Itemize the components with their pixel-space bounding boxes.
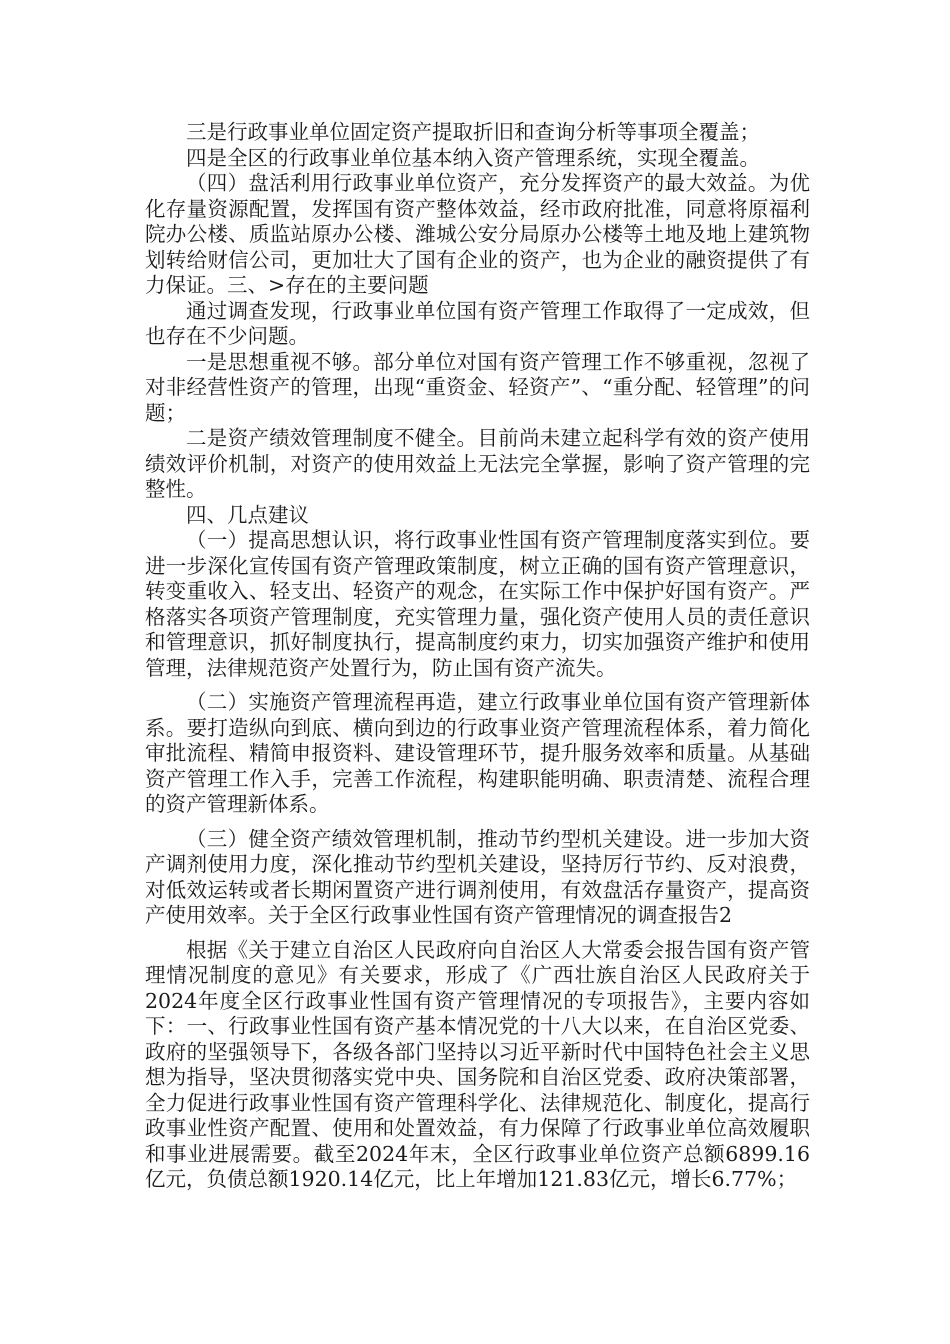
paragraph-suggestion-two: （二）实施资产管理流程再造，建立行政事业单位国有资产管理新体系。要打造纵向到底、横向到边的行政事业资产管理流程体系，着力简化审批流程、精简申报资料、建设管理环节，提升服务效率和质量。从基础资产管理工作入手，完善工作流程，构建职能明确、职责清楚、流程合理的资产管理新体系。: [145, 690, 810, 816]
paragraph-suggestion-one: （一）提高思想认识，将行政事业性国有资产管理制度落实到位。要进一步深化宣传国有资产管理政策制度，树立正确的国有资产管理意识，转变重收入、轻支出、轻资产的观念，在实际工作中保护好国有资产。严格落实各项资产管理制度，充实管理力量，强化资产使用人员的责任意识和管理意识，抓好制度执行，提高制度约束力，切实加强资产维护和使用管理，法律规范资产处置行为，防止国有资产流失。: [145, 528, 810, 680]
section-heading-suggestions: 四、几点建议: [186, 502, 309, 527]
paragraph-suggestion-three: （三）健全资产绩效管理机制，推动节约型机关建设。进一步加大资产调剂使用力度，深化推动节约型机关建设，坚持厉行节约、反对浪费，对低效运转或者长期闲置资产进行调剂使用，有效盘活存量资产，提高资产使用效率。关于全区行政事业性国有资产管理情况的调查报告2: [145, 826, 810, 927]
paragraph-fixed-assets-coverage: 三是行政事业单位固定资产提取折旧和查询分析等事项全覆盖；: [186, 120, 760, 144]
paragraph-survey-findings: 通过调查发现，行政事业单位国有资产管理工作取得了一定成效，但也存在不少问题。: [145, 298, 810, 348]
paragraph-system-coverage: 四是全区的行政事业单位基本纳入资产管理系统，实现全覆盖。: [186, 145, 760, 170]
paragraph-report-two: 根据《关于建立自治区人民政府向自治区人大常委会报告国有资产管理情况制度的意见》有关要求，形成了《广西壮族自治区人民政府关于2024年度全区行政事业性国有资产管理情况的专项报告》，主要内容如下：一、行政事业性国有资产基本情况党的十八大以来，在自治区党委、政府的坚强领导下，各级各部门坚持以习近平新时代中国特色社会主义思想为指导，坚决贯彻落实党中央、国务院和自治区党委、政府决策部署，全力促进行政事业性国有资产管理科学化、法律规范化、制度化，提高行政事业性资产配置、使用和处置效益，有力保障了行政事业单位高效履职和事业进展需要。截至2024年末，全区行政事业单位资产总额6899.16亿元，负债总额1920.14亿元，比上年增加121.83亿元，增长6.77%；: [145, 937, 810, 1191]
paragraph-revitalize-assets: （四）盘活利用行政事业单位资产，充分发挥资产的最大效益。为优化存量资源配置，发挥国有资产整体效益，经市政府批准，同意将原福利院办公楼、质监站原办公楼、潍城公安分局原办公楼等土地及地上建筑物划转给财信公司，更加壮大了国有企业的资产，也为企业的融资提供了有力保证。三、>存在的主要问题: [145, 171, 810, 297]
document-page: [145, 120, 810, 1193]
paragraph-problem-two: 二是资产绩效管理制度不健全。目前尚未建立起科学有效的资产使用绩效评价机制，对资产的使用效益上无法完全掌握，影响了资产管理的完整性。: [145, 426, 810, 501]
paragraph-problem-one: 一是思想重视不够。部分单位对国有资产管理工作不够重视，忽视了对非经营性资产的管理，出现“重资金、轻资产”、“重分配、轻管理”的问题；: [145, 349, 810, 425]
